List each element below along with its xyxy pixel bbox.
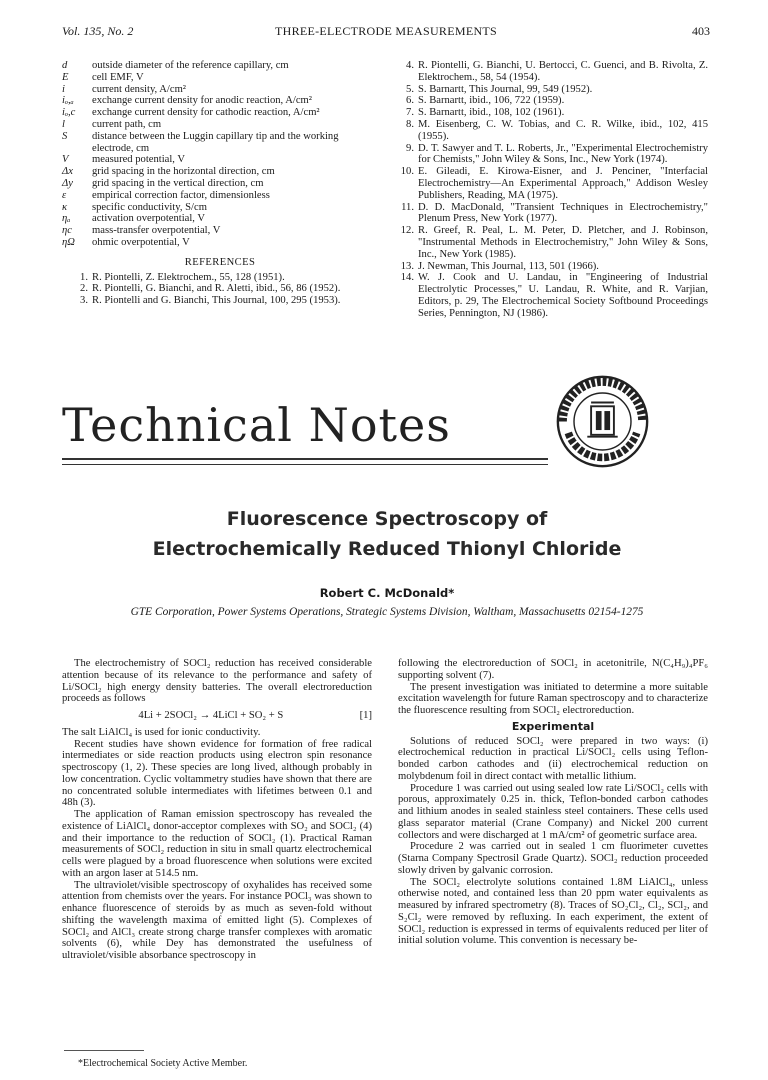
reference-number: 11.	[401, 201, 414, 213]
symbol-entry	[62, 72, 378, 84]
equation-number: [1]	[359, 710, 372, 721]
paragraph: Procedure 1 was carried out using sealed low rate Li/SOCl₂ cells with porous, approximately 0.25 in. thick, Teflon-bonded carbon cathodes and lithium anodes in sealed stainless steel containers. These cells used glass separator material (Crane Company) and Nickel 200 current collectors and were discharged at 1 mA/cm² of geometric surface area.	[398, 782, 708, 841]
paragraph: Procedure 2 was carried out in sealed 1 cm fluorimeter cuvettes (Starna Company Spectrosil Grade Quartz). SOCl₂ reduction proceeded slowly driven by galvanic corrosion.	[398, 841, 708, 876]
symbol-list	[62, 60, 378, 249]
equation-text: 4Li + 2SOCl₂ → 4LiCl + SO₂ + S	[138, 710, 284, 721]
reference-number: 2.	[80, 283, 88, 295]
reference-text: R. Piontelli, G. Bianchi, U. Bertocci, C. Guenci, and B. Rivolta, Z. Elektrochem., 58, 54 (1954).	[418, 60, 708, 83]
symbol: ε	[62, 189, 67, 201]
footnote-rule	[64, 1050, 144, 1051]
paragraph: The SOCl₂ electrolyte solutions contained 1.8M LiAlCl₄, unless otherwise noted, and contained less than 20 ppm water equivalents as measured by infrared spectrometry (8). Traces of SO₂Cl₂, Cl₂, SCl₂, and S₂Cl₂ were removed by refluxing. In each experiment, the extent of SOCl₂ reduction is expressed in terms of equivalents reduced per liter of initial solution volume. This convention is necessary be-	[398, 876, 708, 947]
reference-text: D. T. Sawyer and T. L. Roberts, Jr., "Experimental Electrochemistry for Chemists," John Wiley & Sons, Inc., New York (1974).	[418, 142, 708, 166]
reference-number: 10.	[400, 166, 414, 178]
reference-number: 8.	[406, 118, 414, 130]
symbol: E	[62, 71, 69, 83]
symbol: ηₐ	[62, 213, 71, 225]
article-title-line-1: Fluorescence Spectroscopy of	[226, 508, 548, 530]
reference-number: 14.	[400, 272, 414, 284]
paragraph: The electrochemistry of SOCl₂ reduction has received considerable attention because of its relevance to the performance and safety of Li/SOCl₂ high energy density batteries. The overall electroreduction proceeds as follows	[62, 658, 372, 705]
symbol-entry	[62, 60, 378, 72]
reference-entry	[388, 107, 708, 119]
symbol-definition: grid spacing in the horizontal direction, cm	[92, 166, 275, 178]
symbol-definition: specific conductivity, S/cm	[92, 201, 207, 213]
symbol: d	[62, 60, 68, 71]
reference-number: 9.	[406, 142, 414, 154]
symbol: iₒ,c	[62, 107, 76, 119]
reference-entry	[388, 166, 708, 201]
reference-entry	[62, 283, 378, 295]
reference-text: D. D. MacDonald, "Transient Techniques in Electrochemistry," Plenum Press, New York (1977).	[418, 201, 708, 225]
symbol: Δy	[62, 177, 73, 189]
section-heading-experimental: Experimental	[511, 719, 595, 733]
symbol-definition: exchange current density for cathodic reaction, A/cm²	[92, 107, 320, 119]
paragraph: The salt LiAlCl₄ is used for ionic conductivity.	[62, 726, 261, 738]
symbol: i	[62, 83, 65, 95]
affiliation: GTE Corporation, Power Systems Operations, Strategic Systems Division, Waltham, Massachusetts 02154-1275	[130, 606, 644, 618]
symbol-definition: mass-transfer overpotential, V	[92, 225, 221, 237]
reference-entry	[62, 272, 378, 284]
references-heading: REFERENCES	[184, 256, 256, 268]
footnote: *Electrochemical Society Active Member.	[78, 1058, 248, 1069]
symbol: κ	[62, 201, 68, 213]
reference-text: W. J. Cook and U. Landau, in "Engineering of Industrial Electrolytic Processes," U. Landau, R. White, and R. Varjian, Editors, p. 29, The Electrochemical Society Softbound Proceedings Series, Pennington, NJ (1986).	[418, 272, 708, 319]
reference-entry	[388, 261, 708, 273]
reference-entry	[62, 295, 378, 307]
symbol: ηΩ	[62, 236, 75, 248]
symbol-entry	[62, 178, 378, 190]
reference-entry	[388, 225, 708, 260]
symbol-definition: measured potential, V	[92, 154, 186, 166]
symbol-definition: current path, cm	[92, 118, 162, 130]
article-title-line-2: Electrochemically Reduced Thionyl Chloride	[152, 538, 622, 560]
reference-list-left	[62, 272, 378, 307]
reference-text: R. Piontelli, G. Bianchi, and R. Aletti, ibid., 56, 86 (1952).	[92, 283, 341, 295]
reference-number: 7.	[406, 107, 414, 119]
reference-text: M. Eisenberg, C. W. Tobias, and C. R. Wilke, ibid., 102, 415 (1955).	[418, 118, 708, 142]
symbol-entry	[62, 107, 378, 119]
reference-number: 3.	[80, 295, 88, 307]
reference-text: J. Newman, This Journal, 113, 501 (1966).	[418, 260, 599, 272]
paragraph: following the electroreduction of SOCl₂ in acetonitrile, N(C₄H₉)₄PF₆ supporting solvent (7).	[398, 658, 708, 681]
symbol-definition: outside diameter of the reference capillary, cm	[92, 60, 289, 71]
symbol-definition: cell EMF, V	[92, 71, 144, 83]
running-header	[62, 24, 710, 40]
section-masthead: Technical Notes	[62, 398, 451, 452]
symbol-definition: empirical correction factor, dimensionless	[92, 189, 270, 201]
reference-number: 5.	[406, 83, 414, 95]
reference-number: 4.	[406, 60, 414, 71]
author: Robert C. McDonald*	[319, 586, 455, 600]
symbol-entry	[62, 131, 378, 155]
paragraph: The ultraviolet/visible spectroscopy of oxyhalides has received some attention from chemists over the years. For instance POCl₃ was shown to enhance fluorescence of steroids by as much as seven-fold without shifting the wavelength maxima of emitted light (5). Complexes of SOCl₂ and AlCl₃ create strong charge transfer complexes with aromatic solvents (6), while Dey has demonstrated the usefulness of ultraviolet/visible absorbance spectroscopy in	[62, 879, 372, 961]
symbol-entry	[62, 213, 378, 225]
journal-volume: Vol. 135, No. 2	[62, 24, 134, 38]
symbol-entry	[62, 166, 378, 178]
reference-text: S. Barnartt, ibid., 106, 722 (1959).	[418, 95, 565, 107]
symbol: V	[62, 154, 69, 166]
symbol-definition: exchange current density for anodic reaction, A/cm²	[92, 95, 312, 107]
reference-text: R. Piontelli, Z. Elektrochem., 55, 128 (1951).	[92, 271, 285, 283]
symbol-definition: distance between the Luggin capillary tip and the working electrode, cm	[92, 130, 339, 154]
symbol-entry	[62, 202, 378, 214]
symbol-definition: ohmic overpotential, V	[92, 236, 190, 248]
paragraph: Recent studies have shown evidence for formation of free radical intermediates or side reaction products using electron spin resonance spectroscopy (1, 2). These species are long lived, although probably in low concentration. Cyclic voltammetry studies have shown that there are no concentrated soluble intermediates with lifetimes between 0.1 and 48h (3).	[62, 738, 372, 809]
symbol-entry	[62, 237, 378, 249]
reference-number: 12.	[400, 225, 414, 237]
symbol-definition: activation overpotential, V	[92, 213, 206, 225]
paragraph: The present investigation was initiated to determine a more suitable excitation wavelength for future Raman spectroscopy and to characterize the fluorescence resulting from SOCl₂ electroreduction.	[398, 681, 708, 716]
paragraph: Solutions of reduced SOCl₂ were prepared in two ways: (i) electrochemical reduction in practical Li/SOCl₂ cells using Teflon-bonded carbon cathodes and (ii) electrochemical reduction on molybdenum foil in direct contact with metallic lithium.	[398, 735, 708, 782]
reference-entry	[388, 84, 708, 96]
society-seal-logo	[555, 374, 650, 469]
masthead-rule-bottom	[62, 464, 548, 465]
nomenclature-and-references-left	[62, 60, 378, 307]
page-number: 403	[692, 24, 710, 38]
masthead-rule-top	[62, 458, 548, 460]
reference-number: 1.	[80, 271, 88, 283]
symbol: S	[62, 130, 68, 142]
symbol-entry	[62, 190, 378, 202]
symbol-entry	[62, 95, 378, 107]
body-left-column	[62, 658, 372, 962]
reference-entry	[388, 60, 708, 84]
symbol-entry	[62, 225, 378, 237]
symbol-definition: grid spacing in the vertical direction, cm	[92, 177, 264, 189]
symbol: Δx	[62, 166, 73, 178]
reference-number: 6.	[406, 95, 414, 107]
reference-entry	[388, 95, 708, 107]
symbol-entry	[62, 84, 378, 96]
reference-entry	[388, 119, 708, 143]
symbol-entry	[62, 119, 378, 131]
symbol-definition: current density, A/cm²	[92, 83, 186, 95]
reference-text: S. Barnartt, ibid., 108, 102 (1961).	[418, 107, 565, 119]
paragraph: The application of Raman emission spectroscopy has revealed the existence of LiAlCl₄ donor-acceptor complexes with SO₂ and SOCl₂ (4) and their importance to the reduction of SOCl₂ (1). Practical Raman measurements of SOCl₂ reduction in situ in small quartz electrochemical cells were plagued by a broad fluorescence when solutions were excited with an argon laser at 514.5 nm.	[62, 809, 372, 879]
reference-number: 13.	[400, 260, 414, 272]
symbol-entry	[62, 154, 378, 166]
reference-text: S. Barnartt, This Journal, 99, 549 (1952).	[418, 83, 593, 95]
reference-text: E. Gileadi, E. Kirowa-Eisner, and J. Penciner, "Interfacial Electrochemistry—An Experimental Approach," Addison Wesley Publishers, Reading, MA (1975).	[418, 166, 708, 201]
reference-list-right	[388, 60, 708, 320]
reference-text: R. Greef, R. Peal, L. M. Peter, D. Pletcher, and J. Robinson, "Instrumental Methods in Electrochemistry," John Wiley & Sons, Inc., New York (1985).	[418, 225, 708, 260]
symbol: l	[62, 118, 65, 130]
reference-entry	[388, 143, 708, 167]
body-right-column	[398, 658, 708, 947]
reference-list-right-column	[388, 60, 708, 320]
equation-1	[62, 710, 372, 722]
reference-entry	[388, 202, 708, 226]
reference-text: R. Piontelli and G. Bianchi, This Journal, 100, 295 (1953).	[92, 295, 341, 307]
symbol: iₒ,ₐ	[62, 95, 74, 107]
running-title: THREE-ELECTRODE MEASUREMENTS	[274, 24, 498, 38]
reference-entry	[388, 272, 708, 319]
symbol: ηc	[62, 225, 72, 237]
